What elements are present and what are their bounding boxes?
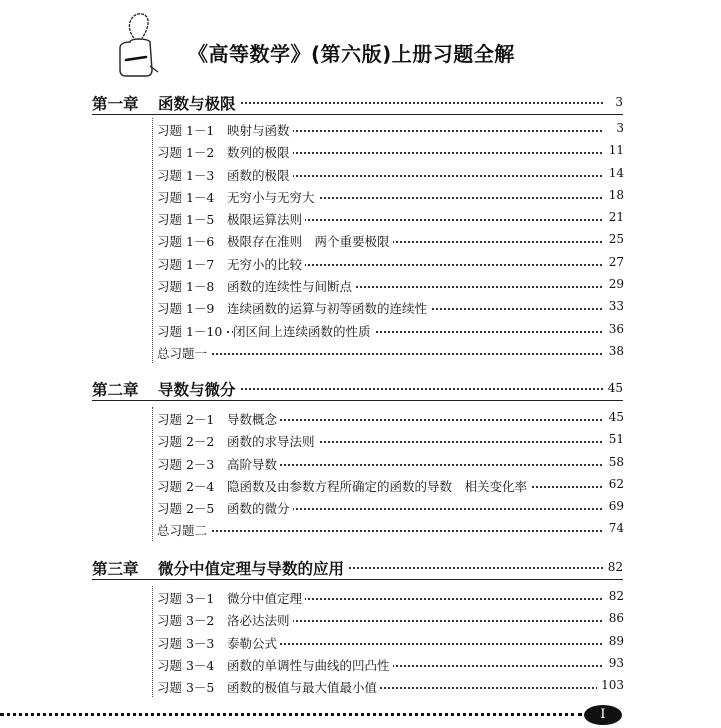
exercise-title: 泰勒公式 <box>227 634 280 652</box>
toc-entry[interactable] <box>153 631 624 653</box>
toc-entry[interactable] <box>153 608 624 630</box>
page-number: 74 <box>605 521 624 535</box>
exercise-number: 习题 2－2 <box>157 434 215 450</box>
page-number: 89 <box>605 634 624 648</box>
page-number: 58 <box>605 455 624 469</box>
chapter-heading[interactable] <box>92 557 623 580</box>
chapter-heading[interactable] <box>92 92 623 115</box>
page-number: 69 <box>605 499 624 513</box>
chapter-number: 第二章 <box>92 380 139 399</box>
toc-entry[interactable] <box>153 653 624 675</box>
page-number: 51 <box>605 432 624 446</box>
page-number-badge: I <box>584 705 622 725</box>
section-list <box>152 586 624 697</box>
exercise-title: 极限存在准则 两个重要极限 <box>227 232 393 250</box>
exercise-title: 无穷小与无穷大 <box>227 188 318 206</box>
page-title: 《高等数学》(第六版)上册习题全解 <box>188 42 515 66</box>
toc-entry[interactable] <box>153 163 624 185</box>
dot-leader <box>157 353 602 355</box>
dot-leader <box>227 419 602 421</box>
page-number: 21 <box>605 210 624 224</box>
toc-entry[interactable] <box>153 229 624 251</box>
page-number: 103 <box>597 678 624 692</box>
page-number: 29 <box>605 277 624 291</box>
exercise-title: 函数的求导法则 <box>227 432 318 450</box>
dot-leader <box>157 530 602 532</box>
toc-entry[interactable] <box>153 319 624 341</box>
hanging-tag-icon <box>112 8 168 78</box>
exercise-title: 映射与函数 <box>227 121 293 139</box>
toc-entry[interactable] <box>153 474 624 496</box>
exercise-number: 习题 1－3 <box>157 167 215 183</box>
exercise-number: 习题 3－5 <box>157 680 215 696</box>
toc-entry[interactable] <box>153 518 624 540</box>
exercise-number: 习题 1－10 <box>157 323 223 339</box>
toc-entry[interactable] <box>153 407 624 429</box>
page-number: 45 <box>605 410 624 424</box>
page-number: 86 <box>605 611 624 625</box>
exercise-number: 习题 3－4 <box>157 657 215 673</box>
chapter-page: 3 <box>611 95 623 109</box>
page-number: 3 <box>612 121 624 135</box>
exercise-title: 函数的连续性与间断点 <box>227 277 355 295</box>
page-number: 82 <box>605 589 624 603</box>
exercise-title: 函数的微分 <box>227 499 293 517</box>
page-number: 14 <box>605 166 624 180</box>
chapter-title: 函数与极限 <box>158 92 240 114</box>
exercise-number: 习题 3－1 <box>157 591 215 606</box>
exercise-title: 函数的极值与最大值最小值 <box>227 678 380 696</box>
dot-leader <box>227 643 602 645</box>
exercise-title: 高阶导数 <box>227 455 280 473</box>
page-number: 11 <box>605 143 624 157</box>
exercise-title: 极限运算法则 <box>227 210 305 228</box>
exercise-title: 总习题二 <box>157 521 210 539</box>
exercise-title: 函数的极限 <box>227 166 293 184</box>
exercise-title: 连续函数的运算与初等函数的连续性 <box>227 299 430 317</box>
exercise-number: 习题 1－5 <box>157 212 215 228</box>
exercise-title: 总习题一 <box>157 344 210 362</box>
toc-entry[interactable] <box>153 274 624 296</box>
footer-dot-rule <box>0 713 582 716</box>
toc-entry[interactable] <box>153 496 624 518</box>
toc-entry[interactable] <box>153 429 624 451</box>
page-number: 62 <box>605 477 624 491</box>
exercise-number: 习题 2－3 <box>157 456 215 472</box>
exercise-number: 习题 1－8 <box>157 279 215 295</box>
chapter-heading[interactable] <box>92 378 623 401</box>
page-number: 25 <box>605 232 624 246</box>
toc-entry[interactable] <box>153 452 624 474</box>
page-number: 27 <box>605 255 624 269</box>
exercise-title: 闭区间上连续函数的性质 <box>233 322 374 340</box>
page-number: 33 <box>605 299 624 313</box>
section-list <box>152 407 624 541</box>
exercise-number: 习题 3－3 <box>157 635 215 651</box>
exercise-number: 习题 2－4 <box>157 478 215 494</box>
toc-entry[interactable] <box>153 140 624 162</box>
chapter-number: 第三章 <box>92 559 139 578</box>
chapter-page: 45 <box>604 381 623 395</box>
chapter-title: 导数与微分 <box>158 378 240 400</box>
page-number: 18 <box>605 188 624 202</box>
exercise-number: 习题 2－5 <box>157 501 215 517</box>
exercise-number: 习题 1－2 <box>157 145 215 161</box>
exercise-number: 习题 2－1 <box>157 412 215 427</box>
toc-entry[interactable] <box>153 118 624 140</box>
toc-entry[interactable] <box>153 586 624 608</box>
page-number: 38 <box>605 344 624 358</box>
exercise-title: 数列的极限 <box>227 143 293 161</box>
section-list <box>152 118 624 363</box>
exercise-number: 习题 1－9 <box>157 301 215 317</box>
page-number: 93 <box>605 656 624 670</box>
exercise-title: 导数概念 <box>227 410 280 428</box>
exercise-title: 隐函数及由参数方程所确定的函数的导数 相关变化率 <box>227 477 530 495</box>
exercise-number: 习题 1－6 <box>157 234 215 250</box>
exercise-number: 习题 1－1 <box>157 123 215 138</box>
chapter-page: 82 <box>604 560 623 574</box>
exercise-number: 习题 1－4 <box>157 189 215 205</box>
chapter-number: 第一章 <box>92 94 139 113</box>
toc-entry[interactable] <box>153 296 624 318</box>
toc-entry[interactable] <box>153 675 624 697</box>
exercise-title: 微分中值定理 <box>227 589 305 607</box>
toc-entry[interactable] <box>153 185 624 207</box>
dot-leader <box>227 464 602 466</box>
toc-entry[interactable] <box>153 207 624 229</box>
exercise-title: 函数的单调性与曲线的凹凸性 <box>227 656 393 674</box>
toc-entry[interactable] <box>153 252 624 274</box>
page-number: 36 <box>605 322 624 336</box>
toc-entry[interactable] <box>153 341 624 363</box>
exercise-title: 无穷小的比较 <box>227 255 305 273</box>
exercise-number: 习题 3－2 <box>157 613 215 629</box>
exercise-number: 习题 1－7 <box>157 256 215 272</box>
exercise-title: 洛必达法则 <box>227 611 293 629</box>
chapter-title: 微分中值定理与导数的应用 <box>158 557 348 579</box>
section-header <box>112 8 572 78</box>
